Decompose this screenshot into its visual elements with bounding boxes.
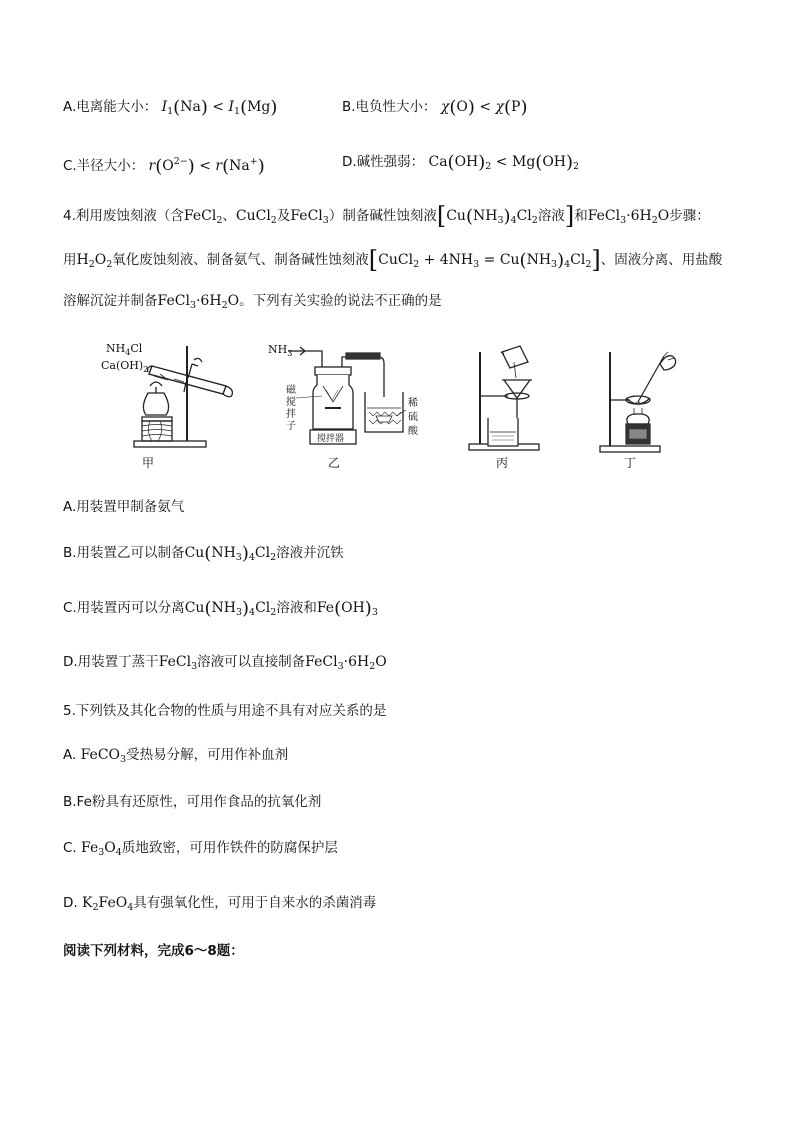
label-ding: 丁 (624, 456, 637, 470)
apparatus-figure (90, 338, 710, 483)
label-jia: 甲 (142, 456, 155, 470)
apparatus-jia (101, 342, 232, 470)
q5-option-b: B.Fe粉具有还原性，可用作食品的抗氧化剂 (63, 794, 322, 810)
apparatus-ding (600, 352, 676, 470)
svg-text:子: 子 (286, 421, 296, 432)
svg-text:磁: 磁 (286, 385, 296, 396)
q4-stem-line2: 用$H_2O_2$氧化废蚀刻液、制备氨气、制备碱性蚀刻液[CuCl$_2$ + $4NH_3 = Cu(NH_3)_4Cl_2$]、固液分离、用盐酸 (63, 246, 723, 274)
apparatus-yi (268, 343, 419, 470)
q4-option-a: A.用装置甲制备氨气 (63, 499, 185, 515)
q4-stem-line1: 4.利用废蚀刻液（含FeCl$_2$、CuCl$_2$及FeCl$_3$）制备碱性蚀刻液[$Cu(NH_3)_4Cl_2$溶液]和$FeCl_3\cdot 6H_2O$步骤： (63, 202, 710, 230)
svg-text:搅拌器: 搅拌器 (317, 434, 345, 444)
q3-option-d: D.碱性强弱： $Ca(OH)_2 < Mg(OH)_2$ (342, 152, 580, 173)
q5-option-d: D. $K_2FeO_4$具有强氧化性，可用于自来水的杀菌消毒 (63, 895, 377, 913)
svg-text:搅: 搅 (286, 397, 296, 408)
svg-text:NH3: $NH_3$ (268, 343, 293, 358)
reading-material-heading: 阅读下列材料，完成6～8题： (63, 943, 244, 959)
q3-option-b: B.电负性大小： χ(O) < χ(P) (342, 97, 528, 118)
svg-text:硫: 硫 (408, 412, 418, 423)
svg-text:稀: 稀 (408, 398, 418, 409)
svg-text:Ca(OH)2: $Ca(OH)_2$ (101, 359, 149, 374)
svg-text:NH4Cl: $NH_4Cl$ (106, 342, 143, 357)
label-yi: 乙 (328, 456, 341, 470)
q5-option-a: A. FeCO$_3$受热易分解，可用作补血剂 (63, 747, 289, 765)
q4-option-c: C.用装置丙可以分离$Cu(NH_3)_4Cl_2$溶液和$Fe(OH)_3$ (63, 598, 378, 619)
q5-stem: 5.下列铁及其化合物的性质与用途不具有对应关系的是 (63, 703, 387, 719)
label-bing: 丙 (496, 456, 509, 470)
q4-option-d: D.用装置丁蒸干FeCl$_3$溶液可以直接制备$FeCl_3\cdot 6H_2O$ (63, 654, 387, 672)
apparatus-bing (469, 346, 539, 470)
svg-text:拌: 拌 (286, 409, 296, 420)
svg-text:酸: 酸 (408, 426, 418, 437)
q3-option-a: A.电离能大小： $I_1(Na) < I_1(Mg)$ (63, 97, 278, 118)
q4-stem-line3: 溶解沉淀并制备$FeCl_3\cdot 6H_2O$。下列有关实验的说法不正确的是 (63, 293, 442, 311)
q5-option-c: C. $Fe_3O_4$质地致密，可用作铁件的防腐保护层 (63, 840, 338, 858)
q4-option-b: B.用装置乙可以制备$Cu(NH_3)_4Cl_2$溶液并沉铁 (63, 543, 344, 564)
q3-option-c: C.半径大小： $r(O^{2-}) < r(Na^+)$ (63, 156, 265, 177)
